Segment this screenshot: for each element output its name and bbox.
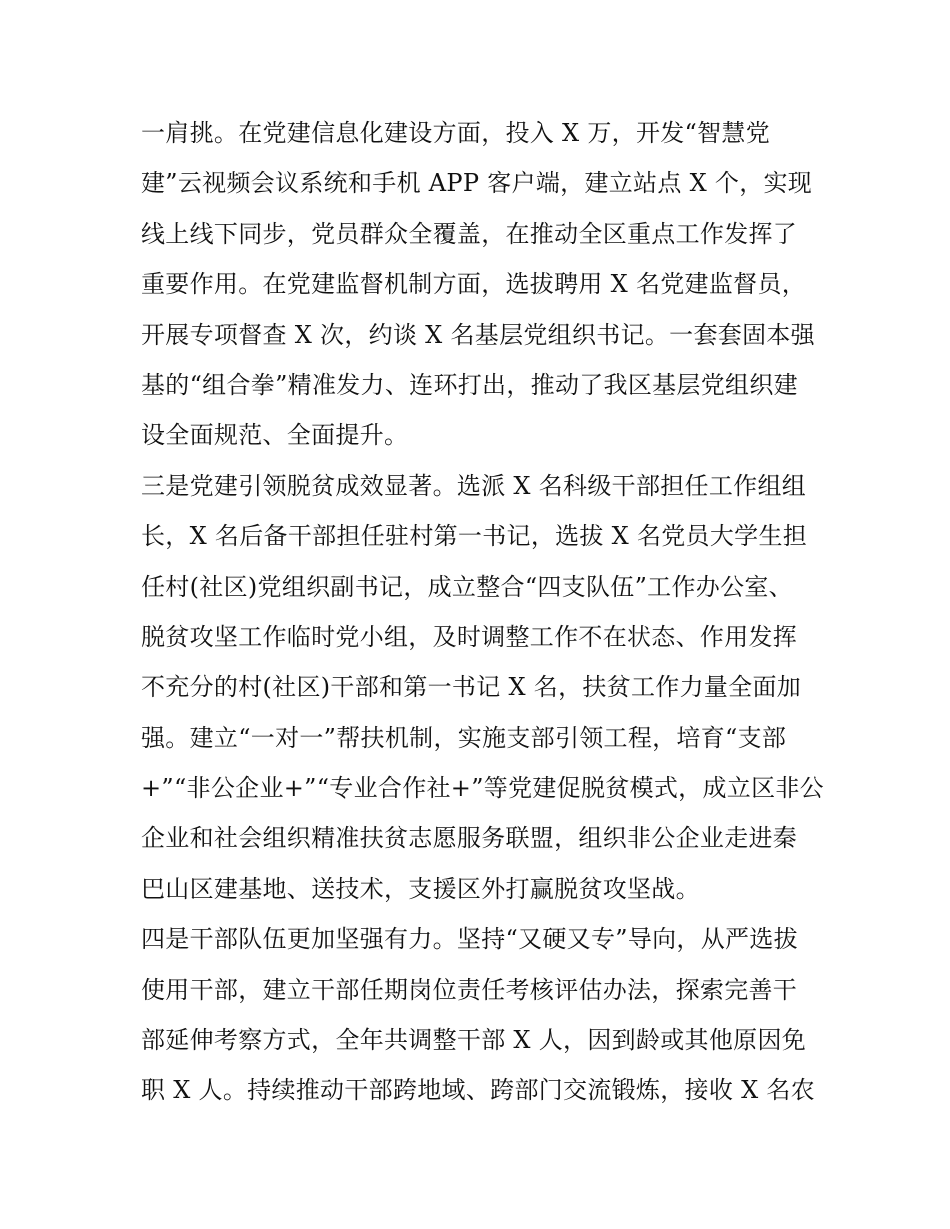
text-line: 开展专项督查 X 次，约谈 X 名基层党组织书记。一套套固本强 bbox=[141, 320, 815, 349]
text-line: 巴山区建基地、送技术，支援区外打赢脱贫攻坚战。 bbox=[141, 874, 700, 903]
text-line: 不充分的村(社区)干部和第一书记 X 名，扶贫工作力量全面加 bbox=[141, 673, 802, 702]
text-line: 强。建立“一对一”帮扶机制，实施支部引领工程，培育“支部 bbox=[141, 723, 787, 752]
text-line: 企业和社会组织精准扶贫志愿服务联盟，组织非公企业走进秦 bbox=[141, 824, 798, 853]
text-line: 线上线下同步，党员群众全覆盖，在推动全区重点工作发挥了 bbox=[141, 219, 798, 248]
text-line: 基的“组合拳”精准发力、连环打出，推动了我区基层党组织建 bbox=[141, 370, 798, 399]
text-line: 长，X 名后备干部担任驻村第一书记，选拔 X 名党员大学生担 bbox=[141, 522, 808, 551]
text-line: 职 X 人。持续推动干部跨地域、跨部门交流锻炼，接收 X 名农 bbox=[141, 1076, 815, 1105]
text-line: 部延伸考察方式，全年共调整干部 X 人，因到龄或其他原因免 bbox=[141, 1026, 807, 1055]
text-line: 任村(社区)党组织副书记，成立整合“四支队伍”工作办公室、 bbox=[141, 572, 793, 601]
text-line: +”“非公企业+”“专业合作社+”等党建促脱贫模式，成立区非公 bbox=[141, 774, 824, 803]
text-line: 一肩挑。在党建信息化建设方面，投入 X 万，开发“智慧党 bbox=[141, 119, 771, 147]
text-line: 设全面规范、全面提升。 bbox=[141, 421, 409, 450]
text-line: 重要作用。在党建监督机制方面，选拔聘用 X 名党建监督员， bbox=[141, 270, 807, 299]
text-line: 使用干部，建立干部任期岗位责任考核评估办法，探索完善干 bbox=[141, 975, 798, 1004]
text-line: 脱贫攻坚工作临时党小组，及时调整工作不在状态、作用发挥 bbox=[141, 622, 798, 651]
text-line: 三是党建引领脱贫成效显著。选派 X 名科级干部担任工作组组 bbox=[141, 471, 807, 500]
text-line: 四是干部队伍更加坚强有力。坚持“又硬又专”导向，从严选拔 bbox=[141, 925, 798, 954]
body-text bbox=[141, 108, 824, 1116]
text-line: 建”云视频会议系统和手机 APP 客户端，建立站点 X 个，实现 bbox=[141, 169, 813, 198]
